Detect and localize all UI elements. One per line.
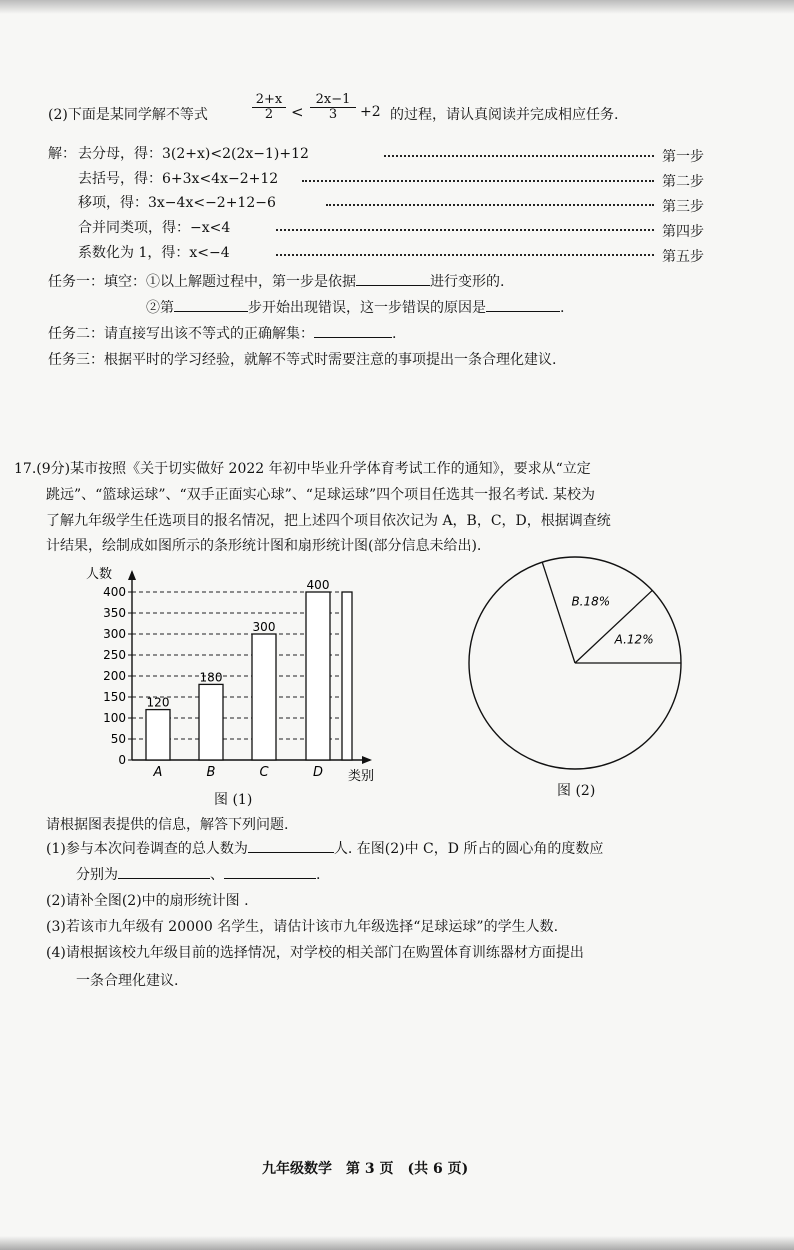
task1-b bbox=[146, 297, 564, 317]
task2 bbox=[48, 323, 396, 343]
task1-b-blank-reason[interactable] bbox=[486, 311, 560, 312]
y-axis-arrow bbox=[128, 570, 136, 580]
step-4-text: 合并同类项，得：−x<4 bbox=[78, 220, 231, 236]
task1-b-middle: 步开始出现错误，这一步错误的原因是 bbox=[248, 300, 486, 316]
step-5-text: 系数化为 1，得：x<−4 bbox=[78, 245, 230, 261]
q17-line2: 跳远”、“篮球运球”、“双手正面实心球”、“足球运球”四个项目任选其一报名考试. 某校为 bbox=[46, 487, 595, 503]
angle-c-blank[interactable] bbox=[118, 878, 210, 879]
pie-radius-2 bbox=[542, 562, 575, 663]
q17-sub3: (3)若该市九年级有 20000 名学生，请估计该市九年级选择“足球运球”的学生人数. bbox=[46, 919, 559, 935]
q17-line4: 计结果，绘制成如图所示的条形统计图和扇形统计图(部分信息未给出). bbox=[46, 538, 482, 554]
task2-prefix: 任务二：请直接写出该不等式的正确解集： bbox=[48, 326, 314, 342]
y-tick-label: 300 bbox=[103, 627, 126, 641]
less-than-sign: < bbox=[291, 103, 304, 121]
y-tick-label: 250 bbox=[103, 648, 126, 662]
data-label-B: 180 bbox=[199, 670, 223, 685]
bar-D bbox=[306, 592, 330, 760]
solve-label: 解： bbox=[48, 146, 76, 162]
fraction-denominator: 3 bbox=[310, 107, 356, 122]
y-tick-label: 100 bbox=[103, 711, 126, 725]
part2-intro-prefix: (2)下面是某同学解不等式 bbox=[48, 107, 208, 123]
q17-sub1-end: . bbox=[316, 867, 321, 883]
task1-b-suffix: . bbox=[560, 300, 565, 316]
y-tick-label: 200 bbox=[103, 669, 126, 683]
category-label-C: C bbox=[259, 765, 269, 780]
step-2-leader bbox=[302, 180, 654, 182]
slice-label-B: B.18% bbox=[571, 594, 611, 609]
angle-d-blank[interactable] bbox=[224, 878, 316, 879]
scan-bottom-edge bbox=[0, 1236, 794, 1250]
step-4-leader bbox=[276, 229, 654, 231]
task1-a-prefix: 任务一：填空：①以上解题过程中，第一步是依据 bbox=[48, 274, 356, 290]
q17-sub1 bbox=[46, 838, 603, 858]
step-4-label: 第四步 bbox=[662, 224, 704, 240]
total-people-blank[interactable] bbox=[248, 852, 334, 853]
bar-B bbox=[199, 684, 223, 760]
q17-prompt: 请根据图表提供的信息，解答下列问题. bbox=[46, 817, 289, 833]
step-2-label: 第二步 bbox=[662, 174, 704, 190]
step-2-text: 去括号，得：6+3x<4x−2+12 bbox=[78, 171, 279, 187]
pie-chart bbox=[455, 555, 695, 785]
y-tick-label: 50 bbox=[110, 732, 126, 746]
y-tick-label: 350 bbox=[103, 606, 126, 620]
step-1-leader bbox=[384, 155, 654, 157]
step-1-text: 去分母，得：3(2+x)<2(2x−1)+12 bbox=[78, 146, 309, 162]
step-5-leader bbox=[276, 254, 654, 256]
bar-C bbox=[252, 634, 276, 760]
fraction-denominator: 2 bbox=[252, 107, 286, 122]
y-tick-label: 400 bbox=[103, 585, 126, 599]
fraction-numerator: 2x−1 bbox=[315, 92, 351, 107]
y-tick-label: 0 bbox=[118, 753, 126, 767]
scan-top-edge bbox=[0, 0, 794, 14]
task1-b-blank-step[interactable] bbox=[174, 311, 248, 312]
data-label-D: 400 bbox=[306, 578, 330, 592]
bar-A bbox=[146, 710, 170, 760]
part2-intro-suffix: 的过程，请认真阅读并完成相应任务. bbox=[390, 107, 619, 123]
step-3-leader bbox=[326, 204, 654, 206]
data-label-C: 300 bbox=[252, 620, 276, 634]
step-1-label: 第一步 bbox=[662, 149, 704, 165]
figure-1-caption: 图 (1) bbox=[214, 792, 253, 808]
category-label-A: A bbox=[153, 765, 163, 780]
task1-a bbox=[48, 271, 504, 291]
data-label-A: 120 bbox=[146, 695, 170, 710]
q17-sub4-line1: (4)请根据该校九年级目前的选择情况，对学校的相关部门在购置体育训练器材方面提出 bbox=[46, 945, 584, 961]
page-footer: 九年级数学 第 3 页 (共 6 页) bbox=[262, 1161, 469, 1177]
q17-sub1-suffix: 人. 在图(2)中 C，D 所占的圆心角的度数应 bbox=[333, 841, 604, 857]
y-axis-label: 人数 bbox=[86, 567, 113, 582]
q17-sub4-line2: 一条合理化建议. bbox=[76, 973, 179, 989]
task1-a-blank[interactable] bbox=[356, 285, 430, 286]
slice-label-A: A.12% bbox=[614, 632, 654, 647]
fraction-2-plus-x bbox=[252, 93, 286, 122]
x-axis-label: 类别 bbox=[348, 769, 375, 784]
category-label-D: D bbox=[312, 765, 324, 780]
task2-blank[interactable] bbox=[314, 337, 392, 338]
step-3-label: 第三步 bbox=[662, 199, 704, 215]
fraction-2x-minus-1 bbox=[310, 93, 356, 122]
figure-2-caption: 图 (2) bbox=[557, 783, 596, 799]
task1-b-prefix: ②第 bbox=[146, 300, 174, 316]
task2-suffix: . bbox=[392, 326, 397, 342]
step-3-text: 移项，得：3x−4x<−2+12−6 bbox=[78, 195, 276, 211]
task1-a-suffix: 进行变形的. bbox=[430, 274, 505, 290]
bar-D-extension bbox=[342, 592, 352, 760]
x-axis-arrow bbox=[362, 756, 372, 764]
y-tick-label: 150 bbox=[103, 690, 126, 704]
fraction-numerator: 2+x bbox=[255, 92, 283, 107]
q17-line1: 17.(9分)某市按照《关于切实做好 2022 年初中毕业升学体育考试工作的通知》，要求从“立定 bbox=[14, 461, 591, 477]
q17-line3: 了解九年级学生任选项目的报名情况，把上述四个项目依次记为 A，B，C，D，根据调查统 bbox=[46, 513, 611, 529]
bar-chart bbox=[80, 560, 400, 800]
q17-sub1-line2-prefix: 分别为 bbox=[76, 867, 118, 883]
q17-sub1-sep: 、 bbox=[210, 867, 224, 883]
category-label-B: B bbox=[206, 765, 216, 780]
q17-sub1-line2 bbox=[76, 864, 320, 884]
task3: 任务三：根据平时的学习经验，就解不等式时需要注意的事项提出一条合理化建议. bbox=[48, 352, 557, 368]
plus-two: +2 bbox=[360, 104, 381, 120]
q17-sub1-prefix: (1)参与本次问卷调查的总人数为 bbox=[46, 841, 248, 857]
q17-sub2: (2)请补全图(2)中的扇形统计图 . bbox=[46, 893, 249, 909]
step-5-label: 第五步 bbox=[662, 249, 704, 265]
